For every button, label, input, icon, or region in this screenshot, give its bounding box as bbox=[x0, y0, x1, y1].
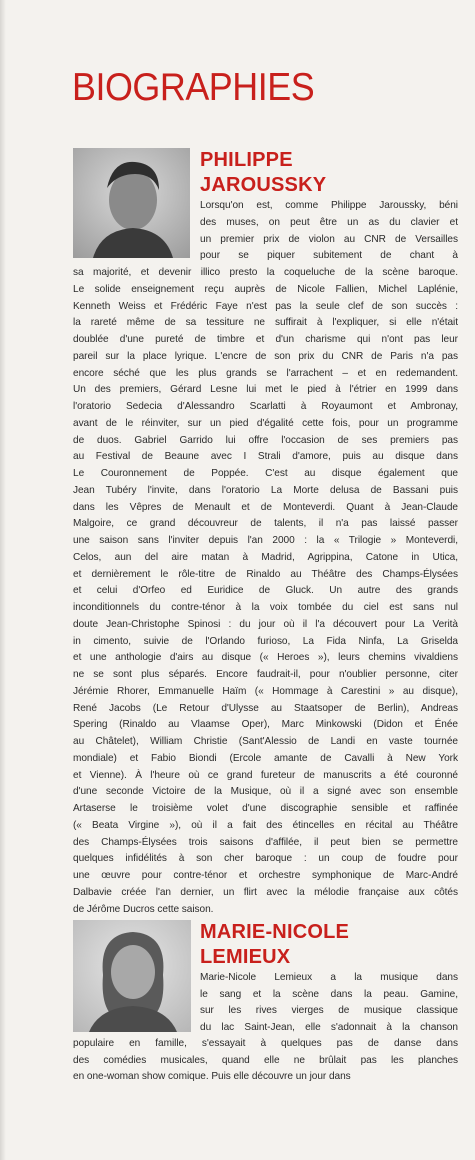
bio-text-line: l'oratorio Sedecia d'Alessandro Scarlatti à Royaumont et Ambronay, bbox=[73, 401, 458, 412]
bio-text-line: le sang et la scène dans la peau. Gamine, bbox=[200, 988, 458, 1000]
name-line-1: MARIE-NICOLE bbox=[200, 921, 350, 943]
bio-name-lemieux bbox=[200, 920, 349, 970]
bio-text-line: des Champs-Élysées trois saisons d'affilée, il peut bien se permettre bbox=[73, 836, 458, 848]
bio-text-line: et une anthologie d'airs au disque (« Heroes »), leurs chemins vivaldiens bbox=[73, 652, 458, 664]
bio-text-line: mondiale) et Fabio Biondi (Ercole amante de Cavalli à New York bbox=[73, 752, 458, 764]
bio-text-line: pour se piquer subitement de chant à bbox=[200, 250, 458, 262]
name-line-2: LEMIEUX bbox=[200, 946, 291, 968]
bio-text-line: René Jacobs (Le Retour d'Ulysse au Staatsoper de Berlin), Andreas bbox=[73, 702, 458, 714]
bio-text-line: au Festival de Beaune avec I Strali d'amore, puis au disque dans bbox=[73, 451, 458, 463]
bio-text-line: Jean Tubéry l'invite, dans l'oratorio La Morte delusa de Bassani puis bbox=[73, 484, 458, 496]
bio-name-jaroussky bbox=[200, 148, 326, 198]
bio-text-line: quelques infidélités à son cher baroque : un coup de foudre pour bbox=[73, 853, 458, 865]
portrait-photo-jaroussky bbox=[73, 148, 190, 258]
bio-text-line: populaire en famille, s'essayait à quelques pas de danse dans bbox=[73, 1038, 458, 1049]
bio-text-line: un premier prix de violon au CNR de Versailles bbox=[200, 233, 458, 245]
bio-text-line: pareil sur la place lyrique. L'encre de son prix du CNR de Paris n'a pas bbox=[73, 350, 458, 362]
bio-text-line: Marie-Nicole Lemieux a la musique dans bbox=[200, 972, 458, 983]
bio-text-line: Un des premiers, Gérard Lesne lui met le pied à l'étrier en 1999 dans bbox=[73, 384, 458, 396]
bio-text-line: Malgoire, ce grand découvreur de talents, il n'a pas laissé passer bbox=[73, 518, 458, 530]
bio-text-line: de Jérôme Ducros cette saison. bbox=[73, 903, 214, 915]
bio-text-line: une saison sans l'inviter depuis l'an 2000 : la « Trilogie » Monteverdi, bbox=[73, 535, 458, 546]
bio-text-line: des muses, on peut être un as du clavier et bbox=[200, 216, 458, 228]
portrait-icon bbox=[73, 148, 190, 258]
bio-text-line: en one-woman show comique. Puis elle découvre un jour dans bbox=[73, 1071, 351, 1082]
bio-text-line: Lorsqu'on est, comme Philippe Jaroussky, béni bbox=[200, 200, 458, 211]
bio-text-line: une œuvre pour contre-ténor et orchestre symphonique de Marc-André bbox=[73, 870, 458, 881]
bio-text-line: ne se sont plus séparés. Encore faudrait-il, pour n'oublier personne, citer bbox=[73, 669, 458, 680]
bio-text-line: dans les Vêpres de Menault et de Monteverdi. Quant à Jean-Claude bbox=[73, 501, 458, 513]
bio-text-line: la rareté même de sa tessiture ne suffirait à l'expliquer, si elle n'était bbox=[73, 317, 458, 329]
bio-text-line: de duos. Gabriel Garrido lui offre l'occasion de ses premiers pas bbox=[73, 434, 458, 446]
bio-text-line: Artaserse le troisième volet d'une discographie sensible et raffinée bbox=[73, 803, 458, 814]
bio-text-line: doublée d'une pureté de timbre et d'un charisme qui n'ont pas leur bbox=[73, 334, 458, 345]
bio-text-line: et celui d'Orfeo ed Euridice de Gluck. Un autre des grands bbox=[73, 585, 458, 597]
portrait-photo-lemieux bbox=[73, 920, 191, 1032]
bio-text-line: et dernièrement le rôle-titre de Rinaldo au Théâtre des Champs-Élysées bbox=[73, 568, 458, 580]
bio-text-line: Kenneth Weiss et Frédéric Faye n'est pas la seule clef de son succès : bbox=[73, 300, 458, 312]
bio-text-line: doute Jean-Christophe Spinosi : du jour où il l'a découvert pour La Verità bbox=[73, 618, 458, 630]
bio-text-line: des comédies musicales, quand elle ne brûlait pas les planches bbox=[73, 1054, 458, 1066]
bio-text-line: in cimento, suivie de l'Orlando furioso, La Fida Ninfa, La Griselda bbox=[73, 635, 458, 647]
bio-text-line: Le Couronnement de Poppée. C'est au disque également que bbox=[73, 468, 458, 479]
bio-text-line: sa majorité, et devenir illico presto la coqueluche de la scène baroque. bbox=[73, 267, 458, 278]
portrait-icon bbox=[73, 920, 191, 1032]
bio-text-line: Celos, aun del aire matan à Madrid, Agrippina, Catone in Utica, bbox=[73, 551, 458, 563]
page-edge bbox=[0, 0, 6, 1160]
name-line-1: PHILIPPE bbox=[200, 149, 293, 171]
bio-text-line: avant de le réinviter, sur un pied d'égalité cette fois, pour un programme bbox=[73, 417, 458, 429]
bio-text-line: et Vienne). À l'heure où ce grand fureteur de manuscrits a été couronné bbox=[73, 769, 458, 781]
bio-text-line: d'une seconde Victoire de la Musique, où il a signé avec son ensemble bbox=[73, 786, 458, 798]
bio-text-line: Spering (Rinaldo au Vlaamse Oper), Marc Minkowski (Didon et Énée bbox=[73, 719, 458, 731]
bio-text-line: (« Beata Virgine »), où il a fait des étincelles en récital au Théâtre bbox=[73, 819, 458, 831]
page-title: BIOGRAPHIES bbox=[72, 66, 315, 109]
name-line-2: JAROUSSKY bbox=[200, 174, 327, 196]
bio-text-line: Dalbavie créée l'an dernier, un flirt avec la mélodie française aux côtés bbox=[73, 886, 458, 898]
bio-text-line: sur les rives vierges de musique classique bbox=[200, 1005, 458, 1016]
bio-text-line: Le solide enseignement reçu auprès de Nicole Fallien, Michel Laplénie, bbox=[73, 283, 458, 295]
bio-text-line: Jérémie Rhorer, Emmanuelle Haïm (« Hommage à Carestini » au disque), bbox=[73, 685, 458, 697]
bio-text-line: encore séché que les plus grands se l'arrachent – et en redemandent. bbox=[73, 367, 458, 379]
bio-text-line: du lac Saint-Jean, elle s'adonnait à la chanson bbox=[200, 1021, 458, 1033]
bio-text-line: au Châtelet), William Christie (Sant'Alessio de Landi en vaste tournée bbox=[73, 736, 458, 747]
bio-text-line: inconditionnels du contre-ténor à la voix tombée du ciel est sans nul bbox=[73, 602, 458, 613]
